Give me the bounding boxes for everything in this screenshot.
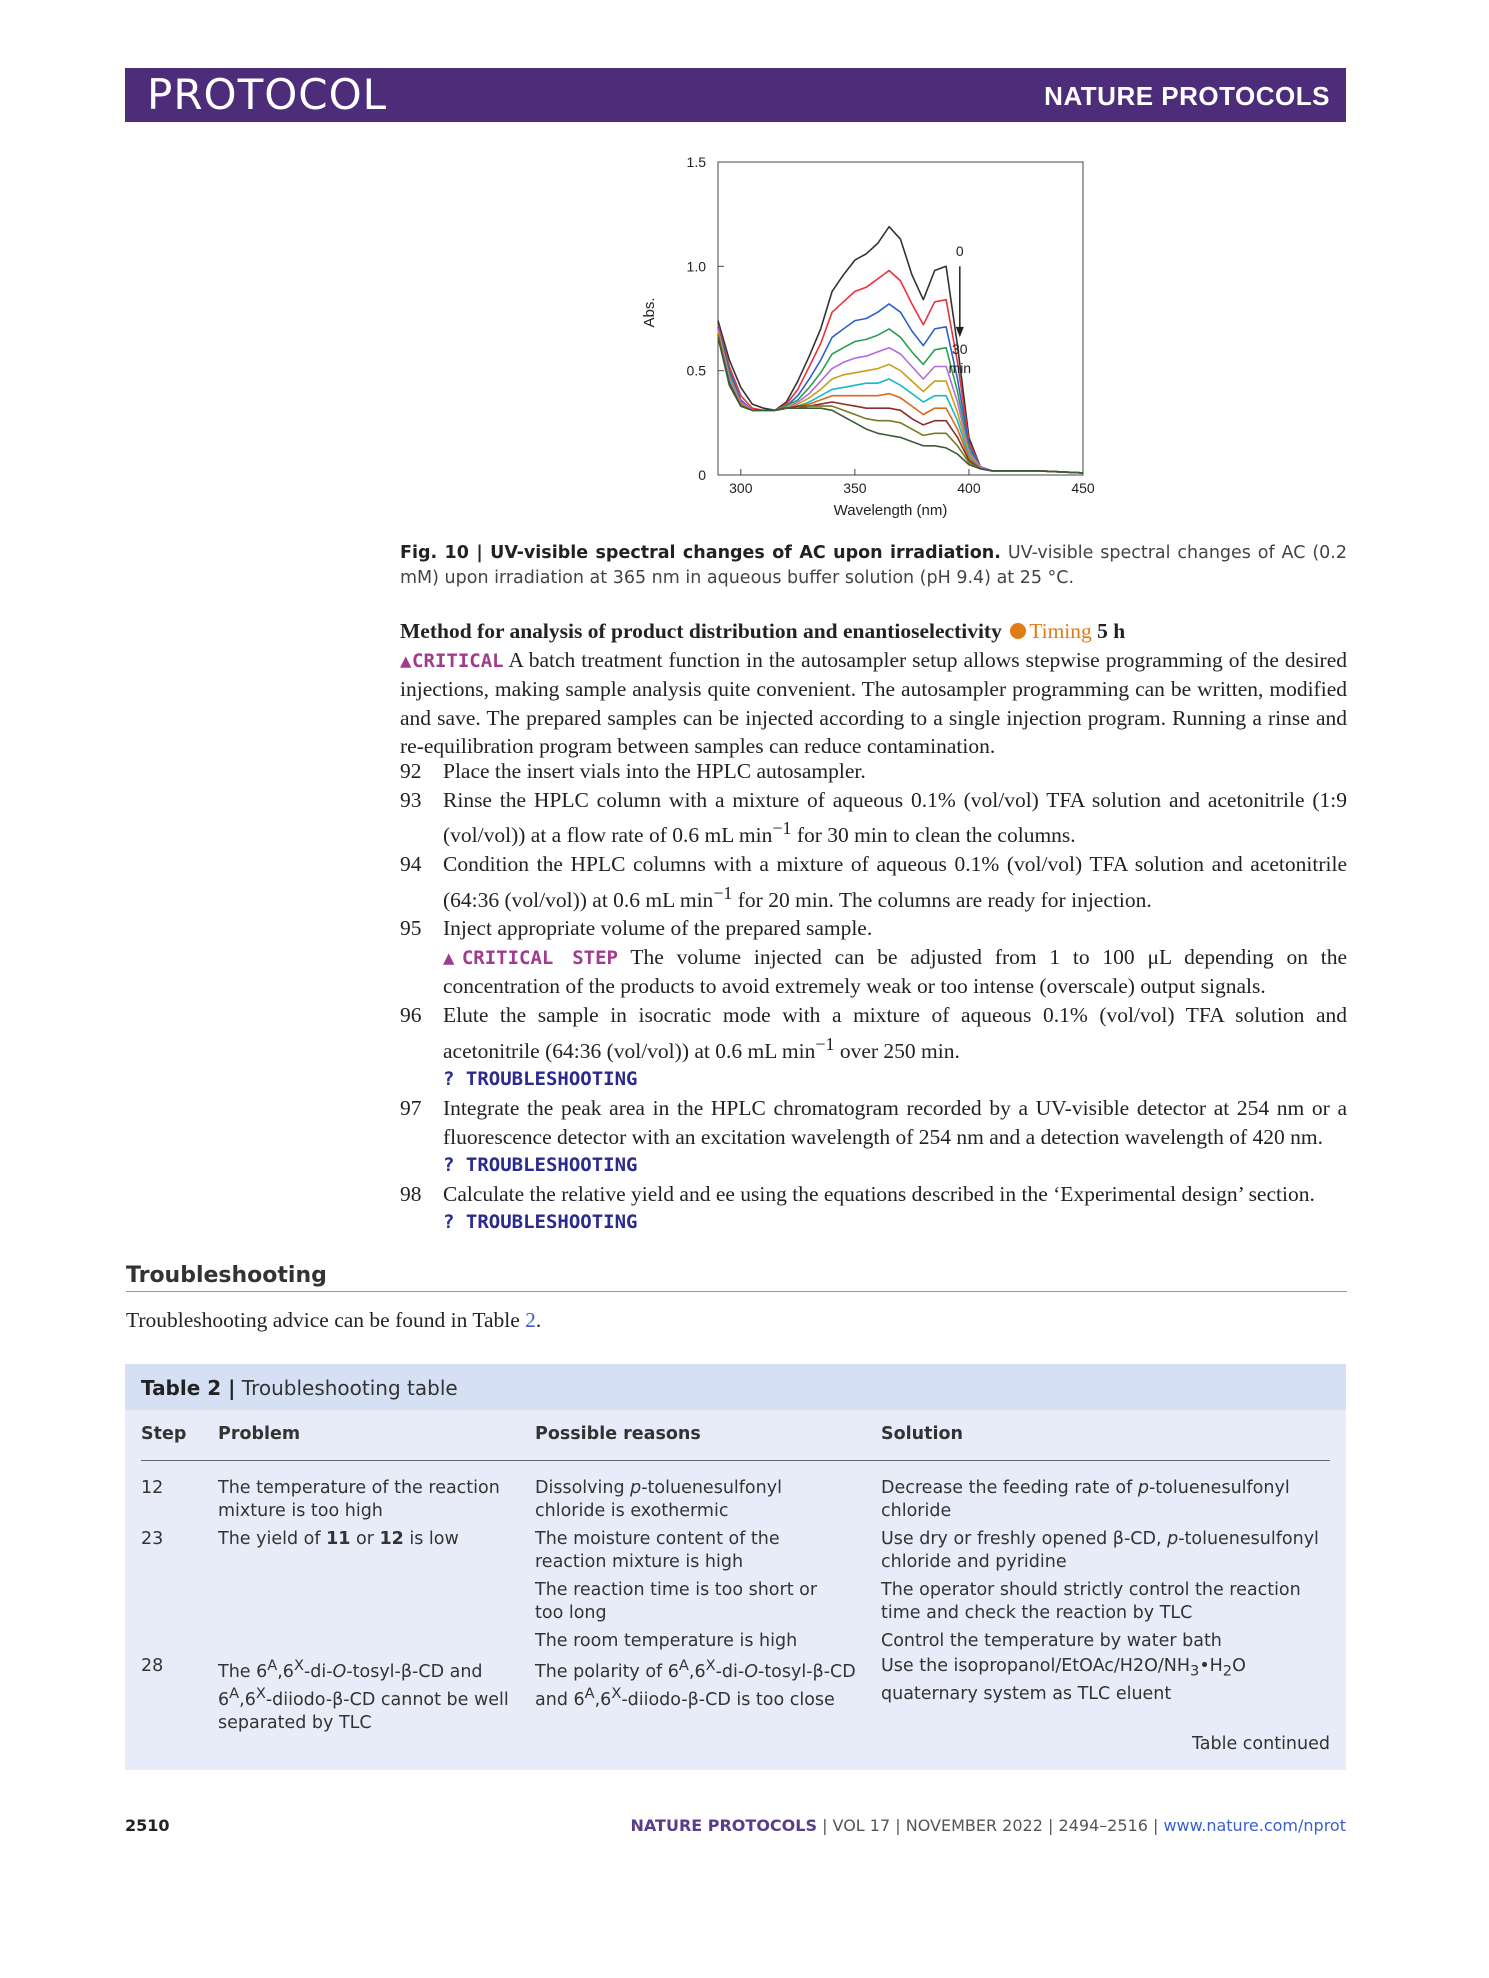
critical-label: ▲CRITICAL xyxy=(400,649,504,672)
footer-citation: NATURE PROTOCOLS | VOL 17 | NOVEMBER 2022 | 2494–2516 | www.nature.com/nprot xyxy=(630,1816,1346,1835)
step-number: 94 xyxy=(400,851,422,876)
section-label: PROTOCOL xyxy=(147,70,388,119)
procedure-steps xyxy=(400,757,1347,1237)
step-text: Integrate the peak area in the HPLC chromatogram recorded by a UV-visible detector at 254 nm or a fluorescence detector with an excitation wavelength of 254 nm and a detection wavelength of 420 nm. xyxy=(443,1096,1347,1149)
step-text: Place the insert vials into the HPLC autosampler. xyxy=(443,759,866,783)
step-98 xyxy=(400,1180,1347,1237)
step-text: Condition the HPLC columns with a mixture of aqueous 0.1% (vol/vol) TFA solution and acetonitrile (64:36 (vol/vol)) at 0.6 mL min xyxy=(443,851,1347,912)
advice-text: Troubleshooting advice can be found in Table xyxy=(126,1308,526,1332)
series-line-10 xyxy=(718,337,1083,473)
x-tick-label: 450 xyxy=(1071,480,1095,496)
y-tick-label: 0 xyxy=(698,467,706,483)
table-cell: 23 xyxy=(141,1529,164,1549)
table-title xyxy=(141,1376,458,1400)
y-tick-label: 1.0 xyxy=(686,258,706,275)
annotation-start: 0 xyxy=(955,242,964,259)
troubleshooting-advice xyxy=(126,1308,541,1333)
series-line-9 xyxy=(718,335,1083,473)
annotation-end: 30 xyxy=(952,340,968,357)
table-cell: The temperature of the reaction mixture is too high xyxy=(218,1478,500,1521)
step-number: 93 xyxy=(400,787,422,812)
troubleshooting-link[interactable]: ? TROUBLESHOOTING xyxy=(443,1068,638,1091)
annotation-arrow-head xyxy=(956,327,964,337)
table-link[interactable]: 2 xyxy=(525,1308,536,1332)
col-step: Step xyxy=(141,1424,187,1444)
step-text: for 30 min to clean the columns. xyxy=(791,823,1076,848)
step-text: Elute the sample in isocratic mode with a mixture of aqueous 0.1% (vol/vol) TFA solution and acetonitrile (64:36 (vol/vol)) at 0.6 mL min xyxy=(443,1003,1347,1063)
step-95 xyxy=(400,914,1347,1001)
table-cell: The polarity of $6^A,6^X-di-O-tosyl-\beta-CD$ and $6^A,6^X-diiodo-\beta-CD$ is too close xyxy=(535,1657,856,1711)
footer-volume: VOL 17 xyxy=(832,1816,891,1835)
journal-name: NATURE PROTOCOLS xyxy=(1044,81,1330,111)
step-number: 97 xyxy=(400,1096,422,1120)
table-cell: The operator should strictly control the reaction time and check the reaction by TLC xyxy=(881,1580,1301,1623)
advice-end: . xyxy=(535,1308,542,1332)
header-banner xyxy=(125,68,1346,122)
table-rule xyxy=(141,1460,1330,1461)
footer-journal: NATURE PROTOCOLS xyxy=(630,1816,817,1835)
series-line-8 xyxy=(718,335,1083,473)
y-axis-label: Abs. xyxy=(641,297,658,328)
caption-text: UV-visible spectral changes of AC (0.2 mM) upon irradiation at 365 nm in aqueous buffer solution (pH 9.4) at 25 °C. xyxy=(400,543,1347,588)
step-number: 95 xyxy=(400,916,422,941)
y-tick-label: 0.5 xyxy=(686,362,706,379)
table-cell: The room temperature is high xyxy=(535,1631,798,1651)
critical-step-label: ▲CRITICAL STEP xyxy=(443,946,618,969)
plot-frame xyxy=(718,162,1083,475)
table-cell: The reaction time is too short or too long xyxy=(535,1580,818,1623)
step-text: Calculate the relative yield and ee using the equations described in the ‘Experimental design’ section. xyxy=(443,1181,1315,1206)
troubleshooting-link[interactable]: ? TROUBLESHOOTING xyxy=(443,1211,638,1234)
series-line-5 xyxy=(718,331,1083,473)
annotation-unit: min xyxy=(948,359,972,376)
step-number: 98 xyxy=(400,1181,422,1206)
step-92 xyxy=(400,757,1347,786)
table-title-text: Troubleshooting table xyxy=(235,1376,458,1400)
step-94 xyxy=(400,850,1347,914)
col-problem: Problem xyxy=(218,1424,301,1444)
table-cell: Control the temperature by water bath xyxy=(881,1631,1222,1651)
table-cell: The moisture content of the reaction mixture is high xyxy=(535,1529,780,1572)
series-line-0 xyxy=(718,227,1083,473)
superscript: −1 xyxy=(815,1033,835,1054)
step-96 xyxy=(400,1001,1347,1094)
col-reasons: Possible reasons xyxy=(535,1424,701,1444)
series-line-4 xyxy=(718,329,1083,473)
table-continued: Table continued xyxy=(1191,1734,1330,1754)
table-cell: The yield of 11 or 12 is low xyxy=(218,1529,459,1549)
timing-value: 5 h xyxy=(1097,619,1126,643)
footer-url[interactable]: www.nature.com/nprot xyxy=(1163,1816,1346,1835)
timing-icon xyxy=(1010,623,1026,639)
step-number: 92 xyxy=(400,759,422,783)
y-tick-label: 1.5 xyxy=(686,154,706,170)
troubleshooting-heading: Troubleshooting xyxy=(126,1263,1347,1292)
table-cell: 28 xyxy=(141,1656,164,1676)
step-97 xyxy=(400,1094,1347,1180)
page-footer xyxy=(125,1816,1346,1835)
method-heading: Method for analysis of product distribution and enantioselectivity xyxy=(400,619,1002,643)
col-solution: Solution xyxy=(881,1424,963,1444)
table-cell: Use dry or freshly opened β-CD, p-toluenesulfonyl chloride and pyridine xyxy=(881,1529,1319,1572)
step-93 xyxy=(400,786,1347,850)
step-text: for 20 min. The columns are ready for injection. xyxy=(732,887,1152,912)
step-text: over 250 min. xyxy=(834,1038,960,1063)
table-cell: Use the isopropanol/$EtOAc/H2O/NH_3•H_2O$ quaternary system as TLC eluent xyxy=(881,1656,1246,1704)
method-section xyxy=(400,617,1347,761)
table-number: Table 2 | xyxy=(141,1376,236,1400)
x-tick-label: 350 xyxy=(843,480,867,496)
page-number: 2510 xyxy=(125,1816,170,1835)
step-number: 96 xyxy=(400,1003,422,1028)
table-cell: The $6^A,6^X-di-O-tosyl-\beta-CD$ and $6^A,6^X-diiodo-\beta-CD$ cannot be well separated by TLC xyxy=(218,1657,509,1733)
critical-text: A batch treatment function in the autosampler setup allows stepwise programming of the desired injections, making sample analysis quite convenient. The autosampler programming can be written, modified and save. The prepared samples can be injected according to a single injection program. Running a rinse and re-equilibration program between samples can reduce contamination. xyxy=(400,647,1347,759)
table-cell: 12 xyxy=(141,1478,164,1498)
superscript: −1 xyxy=(772,818,792,839)
caption-title: Fig. 10 | UV-visible spectral changes of AC upon irradiation. xyxy=(400,543,1001,563)
step-text: Rinse the HPLC column with a mixture of aqueous 0.1% (vol/vol) TFA solution and acetonitrile (1:9 (vol/vol)) at a flow rate of 0.6 mL min xyxy=(443,787,1347,848)
x-axis-label: Wavelength (nm) xyxy=(833,502,948,519)
table-cell: Decrease the feeding rate of p-toluenesulfonyl chloride xyxy=(881,1478,1290,1521)
step-text: Inject appropriate volume of the prepared sample. xyxy=(443,916,873,941)
figure-caption xyxy=(400,541,1347,591)
series-line-3 xyxy=(718,329,1083,473)
x-tick-label: 400 xyxy=(957,480,981,496)
troubleshooting-link[interactable]: ? TROUBLESHOOTING xyxy=(443,1154,638,1177)
footer-date: NOVEMBER 2022 xyxy=(905,1816,1043,1835)
troubleshooting-table xyxy=(125,1364,1346,1770)
footer-pages: 2494–2516 xyxy=(1058,1816,1148,1835)
x-tick-label: 300 xyxy=(729,480,753,496)
timing-label: Timing xyxy=(1029,619,1092,643)
series-line-2 xyxy=(718,304,1083,473)
critical-step-text: The volume injected can be adjusted from 1 to 100 μL depending on the concentration of the products to avoid extremely weak or too intense (overscale) output signals. xyxy=(443,944,1347,999)
table-title-bar xyxy=(125,1364,1346,1410)
uv-vis-chart xyxy=(630,150,1100,535)
superscript: −1 xyxy=(713,882,733,903)
table-cell: Dissolving p-toluenesulfonyl chloride is exothermic xyxy=(535,1478,782,1521)
